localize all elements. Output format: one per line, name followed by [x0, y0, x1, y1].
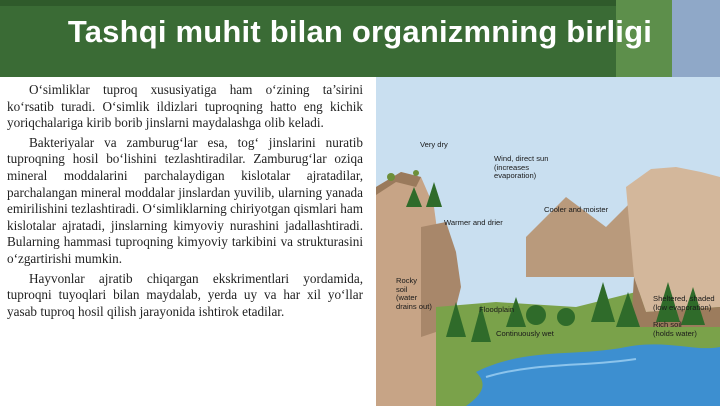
- paragraph: Hayvonlar ajratib chiqargan ekskrimentlari yordamida, tuproqni tuyoqlari bilan maydalab, yerda uy va har xil yo‘llar yasab tuproq hosil qilish jarayonida ishtirok etadilar.: [7, 270, 363, 319]
- paragraph: Bakteriyalar va zamburug‘lar esa, tog‘ jinslarini nuratib tuproqning hosil bo‘lishini tezlashtiradilar. Zamburug‘lar oziqa mineral moddalarini parchalaydigan kislotalar ajratadilar, parchalangan mineral moddalar jinslardan yuvilib, ularning yanada emirilishini tezlashtiradi. O‘simliklarning chiriyotgan qismlari ham kislotalar ajratadi, jinslarning kimyoviy nurashini jadallashtiradi. Bularning hammasi tuproqning kimyoviy tarkibini va strukturasini o‘zgartirishi mumkin.: [7, 134, 363, 266]
- landscape-drawing: [376, 77, 720, 406]
- label-warmer-drier: Warmer and drier: [444, 218, 503, 227]
- label-rich-soil: Rich soil (holds water): [653, 320, 697, 338]
- label-floodplain: Floodplain: [479, 305, 515, 314]
- body-text: [7, 82, 363, 323]
- ecosystem-illustration: [376, 77, 720, 406]
- header-stripe: [0, 0, 720, 6]
- slide-title: Tashqi muhit bilan organizmning birligi: [67, 14, 653, 49]
- label-rocky-soil: Rocky soil (water drains out): [396, 276, 432, 311]
- right-cliff: [626, 167, 720, 312]
- title-bar: [0, 0, 720, 77]
- label-cooler-moister: Cooler and moister: [544, 205, 609, 214]
- label-wind-sun: Wind, direct sun (increases evaporation): [494, 154, 549, 181]
- paragraph: O‘simliklar tuproq xususiyatiga ham o‘zining ta’sirini ko‘rsatib turadi. O‘simlik ildizlari tuproqning hatto eng kichik yoriqchalariga kirib borib jinslarni maydalashga olib keladi.: [7, 82, 363, 131]
- label-sheltered: Sheltered, shaded (low evaporation): [653, 294, 715, 312]
- label-continuously-wet: Continuously wet: [496, 329, 554, 338]
- label-very-dry: Very dry: [420, 140, 448, 149]
